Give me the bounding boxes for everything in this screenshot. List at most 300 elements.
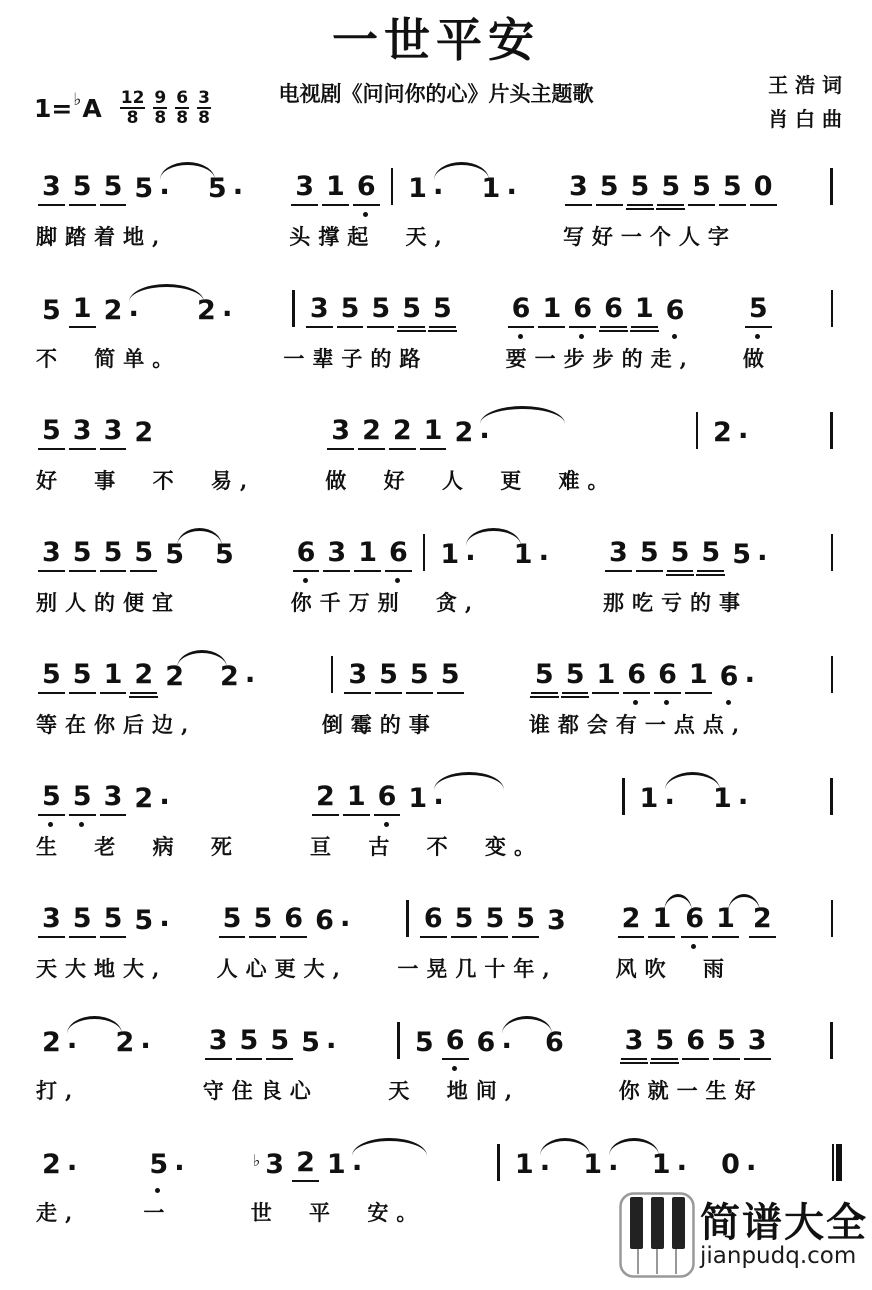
- note-1: [579, 1149, 619, 1184]
- note-3: [327, 415, 354, 450]
- note-3: [323, 537, 350, 572]
- note-digit: 6: [293, 540, 320, 572]
- note-digit: 1: [639, 783, 659, 814]
- barline: [831, 656, 834, 693]
- note-digit: 5: [481, 906, 508, 938]
- duration-dot: ·: [339, 907, 351, 940]
- note-3: [69, 415, 96, 450]
- note-1: [436, 539, 476, 574]
- tie-arc: [540, 1138, 590, 1156]
- note-digit: 1: [408, 783, 428, 814]
- note-2: [161, 661, 188, 694]
- lyric-segment: 做 好 人 更 难。: [325, 468, 617, 493]
- note-digit: 1: [322, 174, 349, 206]
- end-bar-row: [821, 1014, 842, 1060]
- note-5: [130, 173, 170, 208]
- low-octave-dot: [579, 334, 584, 339]
- header-row: [0, 72, 872, 148]
- notes-row: [36, 648, 258, 694]
- note-digit: 1: [514, 1149, 534, 1180]
- tie-arc: [480, 406, 565, 424]
- duration-dot: ·: [433, 785, 444, 818]
- end-bar-row: [822, 648, 843, 694]
- lyric-segment: 天大地大,: [36, 956, 168, 981]
- barline: [696, 412, 699, 449]
- lyric-segment: 守住良心: [202, 1078, 319, 1103]
- barline: [831, 290, 834, 327]
- notes-row: [619, 1014, 773, 1060]
- note-digit: 5: [214, 539, 234, 570]
- note-digit: 0: [750, 174, 777, 206]
- note-3: [100, 415, 127, 450]
- note-digit: 5: [562, 662, 589, 694]
- note-3: [565, 171, 592, 206]
- duration-dot: ·: [244, 663, 256, 696]
- note-digit: 3: [327, 418, 354, 450]
- lyric-segment: 脚踏着地,: [36, 224, 168, 249]
- note-5: [69, 537, 96, 572]
- tie-arc: [177, 650, 227, 668]
- key-signature: [34, 90, 211, 126]
- time-signature-denominator: 8: [176, 108, 189, 128]
- note-5: [100, 171, 127, 206]
- note-2: [100, 295, 140, 330]
- note-5: [437, 659, 464, 694]
- tie-arc: [177, 528, 222, 546]
- note-digit: 2: [42, 1027, 61, 1058]
- lyric-segment: 一: [143, 1200, 173, 1225]
- note-1: [538, 293, 565, 328]
- duration-dot: ·: [757, 541, 768, 574]
- end-bar-row: [821, 404, 842, 450]
- note-5: [266, 1025, 293, 1060]
- tie-arc: [352, 1138, 427, 1156]
- line-end-bar: [821, 160, 842, 206]
- duration-dot: ·: [174, 1151, 185, 1184]
- note-digit: 6: [385, 540, 412, 572]
- note-5: [367, 293, 394, 328]
- time-signature: [175, 90, 189, 126]
- notes-row: [289, 160, 520, 206]
- note-digit: 1: [481, 173, 501, 204]
- note-digit: 2: [134, 783, 154, 814]
- note-2: [358, 415, 385, 450]
- note-6: [716, 661, 756, 696]
- note-3: [306, 293, 333, 328]
- duration-dot: ·: [608, 1151, 619, 1184]
- music-line: [36, 1014, 842, 1136]
- measure-cell: [613, 770, 751, 831]
- note-digit: 3: [38, 540, 65, 572]
- note-1: [510, 539, 550, 574]
- note-digit: 6: [374, 784, 401, 816]
- note-2: [193, 295, 233, 330]
- note-digit: 5: [38, 418, 65, 450]
- note-digit: 5: [512, 906, 539, 938]
- note-5: [69, 903, 96, 938]
- note-1: [343, 781, 370, 816]
- lyric-segment: 谁都会有一点点,: [528, 712, 748, 737]
- note-digit: 2: [749, 906, 776, 938]
- measure-cell: [488, 1136, 759, 1197]
- note-digit: 5: [130, 540, 157, 572]
- note-5: [688, 171, 715, 206]
- low-octave-dot: [726, 700, 731, 705]
- note-0: [717, 1149, 757, 1184]
- measure-cell: [36, 648, 258, 739]
- notes-row: [143, 1136, 187, 1182]
- low-octave-dot: [384, 822, 389, 827]
- note-6: [654, 659, 681, 694]
- time-signature-denominator: 8: [126, 108, 139, 128]
- notes-row: [603, 526, 771, 572]
- tie-arc: [466, 528, 521, 546]
- end-bar-row: [822, 892, 843, 938]
- note-5: [657, 171, 684, 206]
- note-digit: 6: [420, 906, 447, 938]
- end-bar-row: [822, 526, 843, 572]
- duration-dot: ·: [676, 1151, 688, 1184]
- note-digit: 5: [636, 540, 663, 572]
- measure-cell: [743, 282, 774, 373]
- note-1: [69, 293, 96, 328]
- music-line: [36, 160, 842, 282]
- note-digit: 5: [697, 540, 724, 572]
- notes-row: [36, 1014, 154, 1060]
- lyric-segment: 你就一生好: [618, 1078, 764, 1103]
- note-5: [337, 293, 364, 328]
- line-end-bar: [822, 282, 843, 328]
- measure-cell: [563, 160, 779, 251]
- notes-row: [613, 770, 751, 816]
- low-octave-dot: [363, 212, 368, 217]
- barline: [292, 290, 295, 327]
- barline: [423, 534, 426, 571]
- tie-arc: [434, 162, 489, 180]
- notes-row: [251, 1136, 426, 1182]
- barline: [391, 168, 394, 205]
- note-digit: 3: [605, 540, 632, 572]
- duration-dot: ·: [664, 785, 675, 818]
- note-2: [292, 1147, 319, 1182]
- note-digit: 3: [344, 662, 371, 694]
- lyric-segment: 打,: [36, 1078, 81, 1103]
- notes-row: [217, 892, 354, 938]
- note-digit: 5: [100, 174, 127, 206]
- notes-row: [36, 892, 173, 938]
- note-digit: 1: [408, 173, 427, 204]
- notes-row: [488, 1136, 759, 1182]
- note-digit: 5: [42, 295, 61, 326]
- note-5: [211, 539, 238, 572]
- note-5: [130, 905, 170, 940]
- note-5: [297, 1027, 337, 1062]
- note-digit: 1: [712, 783, 732, 814]
- time-signature-numerator: 6: [176, 88, 189, 108]
- time-signature-numerator: 12: [120, 88, 145, 108]
- tie-arc: [609, 1138, 659, 1156]
- note-5: [713, 1025, 740, 1060]
- watermark-site-name: 简谱大全: [700, 1199, 868, 1246]
- note-2: [709, 417, 749, 452]
- note-digit: 1: [538, 296, 565, 328]
- measure-cell: [687, 404, 752, 465]
- low-octave-dot: [452, 1066, 457, 1071]
- note-digit: 6: [476, 1027, 496, 1058]
- duration-dot: ·: [159, 785, 170, 818]
- piano-keys-icon: [619, 1192, 695, 1278]
- note-5: [100, 903, 127, 938]
- tie-arc: [665, 772, 720, 790]
- note-6: [541, 1027, 568, 1060]
- note-5: [38, 781, 65, 816]
- note-digit: 5: [236, 1028, 263, 1060]
- flat-sign: ♭: [73, 90, 82, 110]
- note-5: [745, 293, 772, 328]
- note-digit: 5: [219, 906, 246, 938]
- note-5: [411, 1027, 438, 1060]
- tie-arc: [67, 1016, 122, 1034]
- spacer: [690, 1181, 715, 1182]
- note-digit: 3: [205, 1028, 232, 1060]
- note-5: [69, 781, 96, 816]
- note-1: [511, 1149, 551, 1184]
- note-5: [38, 659, 65, 694]
- notes-row: [563, 160, 779, 206]
- note-digit: 1: [69, 296, 96, 328]
- note-digit: 2: [713, 417, 732, 448]
- note-digit: 6: [600, 296, 627, 328]
- note-6: [311, 905, 351, 940]
- lyric-segment: 风吹 雨: [615, 956, 732, 981]
- lyric-segment: 写好一个人字: [562, 224, 737, 249]
- note-5: [481, 903, 508, 938]
- measure-cell: [325, 404, 616, 495]
- note-5: [697, 537, 724, 572]
- measure-cell: [529, 648, 758, 739]
- note-digit: 5: [719, 174, 746, 206]
- note-digit: 3: [291, 174, 318, 206]
- end-bar-row: [822, 282, 843, 328]
- lyric-segment: 好 事 不 易,: [36, 468, 256, 493]
- note-1: [685, 659, 712, 694]
- watermark-text: [700, 1199, 868, 1269]
- note-digit: 5: [249, 906, 276, 938]
- music-line: [36, 770, 842, 892]
- note-digit: 5: [688, 174, 715, 206]
- note-digit: 1: [326, 1149, 346, 1180]
- note-digit: 6: [508, 296, 535, 328]
- note-digit: 3: [565, 174, 592, 206]
- barline: [832, 1144, 835, 1181]
- flat-sign: ♭: [252, 1151, 261, 1170]
- note-6: [293, 537, 320, 572]
- note-digit: 5: [337, 296, 364, 328]
- barline: [831, 900, 834, 937]
- measure-cell: [251, 1136, 426, 1227]
- note-3: [344, 659, 371, 694]
- low-octave-dot: [633, 700, 638, 705]
- composer-credit: 肖 白 曲: [768, 107, 842, 131]
- music-line: [36, 648, 842, 770]
- duration-dot: ·: [432, 175, 444, 208]
- time-signature: [153, 90, 167, 126]
- music-line: [36, 526, 842, 648]
- note-digit: 6: [623, 662, 650, 694]
- note-digit: 5: [732, 539, 752, 570]
- low-octave-dot: [664, 700, 669, 705]
- key-prefix: 1=: [34, 93, 73, 123]
- notes-row: [36, 404, 255, 450]
- note-5: [596, 171, 623, 206]
- note-digit: 5: [657, 174, 684, 206]
- note-2: [618, 903, 645, 938]
- low-octave-dot: [395, 578, 400, 583]
- measure-cell: [291, 526, 553, 617]
- note-digit: 3: [744, 1028, 771, 1060]
- note-digit: 5: [69, 540, 96, 572]
- line-end-bar: [823, 1136, 843, 1182]
- note-6: [662, 295, 689, 328]
- note-6: [385, 537, 412, 572]
- note-6: [623, 659, 650, 694]
- note-5: [429, 293, 456, 328]
- note-digit: 2: [358, 418, 385, 450]
- lyric-segment: 不 简单。: [36, 346, 182, 371]
- note-digit: 2: [42, 1149, 61, 1180]
- tie-arc: [728, 894, 760, 912]
- low-octave-dot: [518, 334, 523, 339]
- watermark-site-url: jianpudq.com: [700, 1242, 857, 1269]
- subtitle: 电视剧《问问你的心》片头主题歌: [278, 81, 594, 106]
- note-2: [111, 1027, 151, 1062]
- note-2: [38, 1149, 78, 1184]
- note-digit: 5: [149, 1149, 169, 1180]
- note-digit: 2: [312, 784, 339, 816]
- note-digit: 1: [100, 662, 127, 694]
- note-digit: 0: [721, 1149, 740, 1180]
- note-digit: 1: [513, 539, 533, 570]
- note-digit: 5: [627, 174, 654, 206]
- lyric-segment: 一晃几十年,: [397, 956, 558, 981]
- duration-dot: ·: [159, 907, 170, 940]
- notes-row: [203, 1014, 340, 1060]
- notes-row: [310, 770, 543, 816]
- notes-row: [529, 648, 758, 694]
- note-5: [145, 1149, 185, 1184]
- end-bar-row: [823, 1136, 843, 1182]
- measure-cell: [397, 892, 571, 983]
- notes-row: [36, 770, 240, 816]
- note-3: [605, 537, 632, 572]
- note-digit: 1: [631, 296, 658, 328]
- note-6: [569, 293, 596, 328]
- note-digit: 1: [651, 1149, 671, 1180]
- note-digit: 6: [353, 174, 380, 206]
- note-digit: 5: [367, 296, 394, 328]
- note-digit: 2: [115, 1027, 135, 1058]
- note-digit: 2: [219, 661, 239, 692]
- note-digit: 1: [712, 906, 739, 938]
- note-digit: 6: [315, 905, 334, 936]
- note-3: [38, 903, 65, 938]
- barline: [830, 1022, 833, 1059]
- sheet-music-page: [0, 14, 872, 1290]
- low-octave-dot: [672, 334, 677, 339]
- note-digit: 5: [165, 539, 184, 570]
- tie-arc: [129, 284, 204, 302]
- note-digit: 5: [713, 1028, 740, 1060]
- notes-row: [36, 160, 246, 206]
- measure-cell: [388, 1014, 569, 1105]
- note-digit: 5: [38, 662, 65, 694]
- note-digit: 5: [596, 174, 623, 206]
- duration-dot: ·: [465, 541, 476, 574]
- note-digit: 5: [414, 1027, 434, 1058]
- tie-arc: [502, 1016, 552, 1034]
- notes-row: [283, 282, 457, 328]
- low-octave-dot: [155, 1188, 160, 1193]
- lyric-segment: 别人的便宜: [36, 590, 181, 615]
- music-line: [36, 892, 842, 1014]
- note-digit: 5: [207, 173, 227, 204]
- duration-dot: ·: [745, 1151, 757, 1184]
- note-digit: 2: [389, 418, 416, 450]
- note-5: [38, 415, 65, 450]
- note-digit: 6: [654, 662, 681, 694]
- notes-row: [291, 526, 553, 572]
- note-5: [451, 903, 478, 938]
- note-digit: 6: [280, 906, 307, 938]
- barline: [331, 656, 334, 693]
- note-6: [473, 1027, 513, 1062]
- measure-cell: [310, 770, 543, 861]
- note-digit: 5: [667, 540, 694, 572]
- note-1: [636, 783, 676, 818]
- note-digit: 2: [197, 295, 216, 326]
- note-1: [420, 415, 447, 450]
- barline: [831, 534, 834, 571]
- time-signature-numerator: 9: [154, 88, 167, 108]
- notes-row: [616, 892, 778, 938]
- measure-cell: [506, 282, 695, 373]
- watermark: [619, 1192, 868, 1278]
- duration-dot: ·: [159, 175, 170, 208]
- note-digit: 6: [681, 906, 708, 938]
- lyric-segment: 走,: [36, 1200, 81, 1225]
- duration-dot: ·: [232, 175, 244, 208]
- note-5: [100, 537, 127, 572]
- note-3: [38, 537, 65, 572]
- note-digit: 3: [69, 418, 96, 450]
- measure-cell: [203, 1014, 340, 1105]
- note-digit: 6: [544, 1027, 564, 1058]
- note-digit: 2: [454, 417, 474, 448]
- notes-row: [687, 404, 752, 450]
- note-digit: 5: [134, 905, 154, 936]
- duration-dot: ·: [479, 419, 490, 452]
- lyric-segment: 人心更大,: [216, 956, 348, 981]
- barline: [830, 778, 833, 815]
- note-5: [512, 903, 539, 938]
- note-digit: 1: [354, 540, 381, 572]
- measure-cell: [283, 282, 457, 373]
- note-digit: 3: [306, 296, 333, 328]
- note-5: [219, 903, 246, 938]
- note-1: [354, 537, 381, 572]
- note-digit: 5: [429, 296, 456, 328]
- note-3: [252, 1149, 288, 1182]
